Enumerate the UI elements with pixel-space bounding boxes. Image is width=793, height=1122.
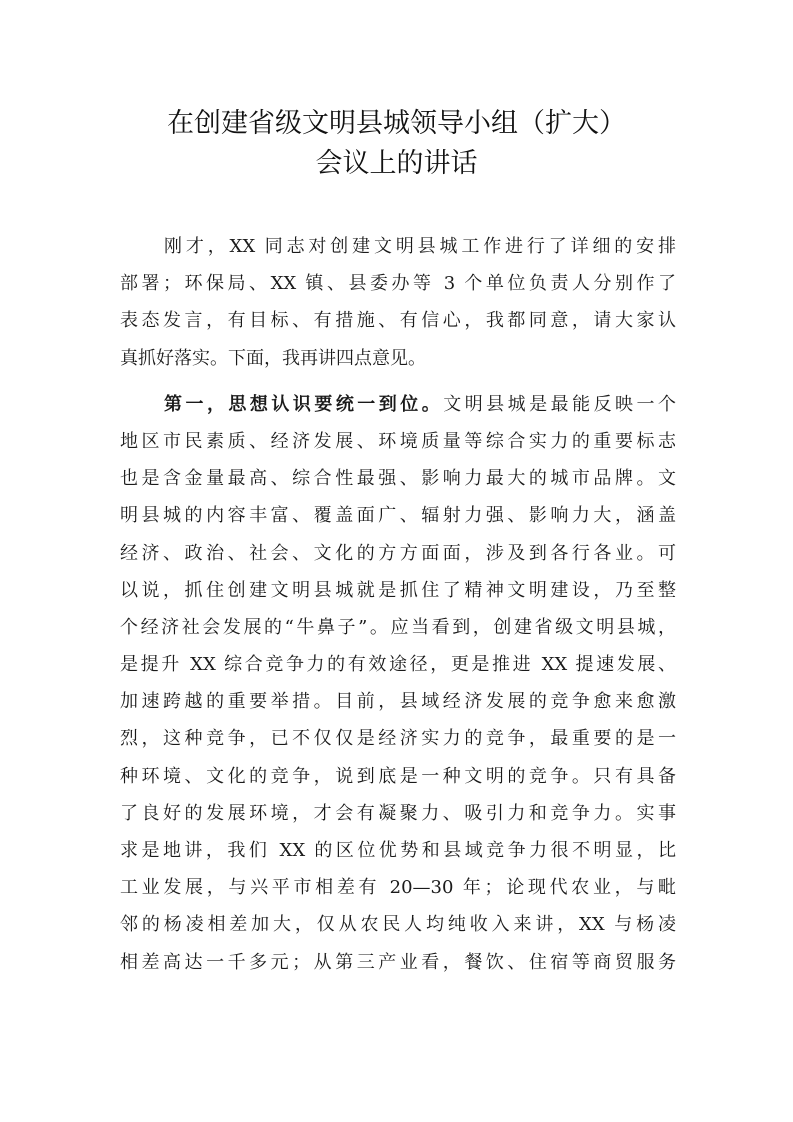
- text-line: 经济、政治、社会、文化的方方面面，涉及到各行各业。可: [120, 542, 676, 564]
- text-line: 地区市民素质、经济发展、环境质量等综合实力的重要标志: [120, 430, 676, 452]
- text-line: 邻的杨凌相差加大，仅从农民人均纯收入来讲，XX 与杨凌: [120, 914, 676, 936]
- text-line: 工业发展，与兴平市相差有 20—30 年；论现代农业，与毗: [120, 877, 676, 899]
- text-line: 表态发言，有目标、有措施、有信心，我都同意，请大家认: [120, 310, 676, 332]
- document-title-line-1: 在创建省级文明县城领导小组（扩大）: [167, 108, 626, 139]
- text-line: 了良好的发展环境，才会有凝聚力、吸引力和竞争力。实事: [120, 802, 676, 824]
- document-title-line-2: 会议上的讲话: [315, 148, 478, 179]
- text-line: 部署；环保局、XX 镇、县委办等 3 个单位负责人分别作了: [120, 273, 676, 295]
- text-line: 个经济社会发展的“牛鼻子”。应当看到，创建省级文明县城，: [120, 616, 676, 638]
- text-line: 相差高达一千多元；从第三产业看，餐饮、住宿等商贸服务: [120, 951, 676, 973]
- text-line: 明县城的内容丰富、覆盖面广、辐射力强、影响力大，涵盖: [120, 505, 676, 527]
- text-line: 种环境、文化的竞争，说到底是一种文明的竞争。只有具备: [120, 765, 676, 787]
- text-line: 以说，抓住创建文明县城就是抓住了精神文明建设，乃至整: [120, 579, 676, 601]
- paragraph-point-one: [120, 386, 676, 981]
- text-run: 文明县城是最能反映一个: [443, 393, 677, 415]
- text-line: 烈，这种竞争，已不仅仅是经济实力的竞争，最重要的是一: [120, 728, 676, 750]
- text-line: 求是地讲，我们 XX 的区位优势和县域竞争力很不明显，比: [120, 840, 676, 861]
- text-line: 是提升 XX 综合竞争力的有效途径，更是推进 XX 提速发展、: [120, 654, 676, 676]
- text-line: 也是含金量最高、综合性最强、影响力最大的城市品牌。文: [120, 468, 676, 490]
- text-line: 刚才，XX 同志对创建文明县城工作进行了详细的安排: [164, 236, 676, 257]
- paragraph-intro: [120, 228, 676, 377]
- text-line: 加速跨越的重要举措。目前，县域经济发展的竞争愈来愈激: [120, 691, 676, 713]
- paragraph-spacer: [120, 377, 676, 386]
- document-body: [120, 228, 676, 981]
- section-heading: 第一，思想认识要统一到位。: [164, 393, 444, 415]
- text-line-with-heading: [120, 386, 676, 423]
- text-line: 真抓好落实。下面，我再讲四点意见。: [120, 347, 426, 369]
